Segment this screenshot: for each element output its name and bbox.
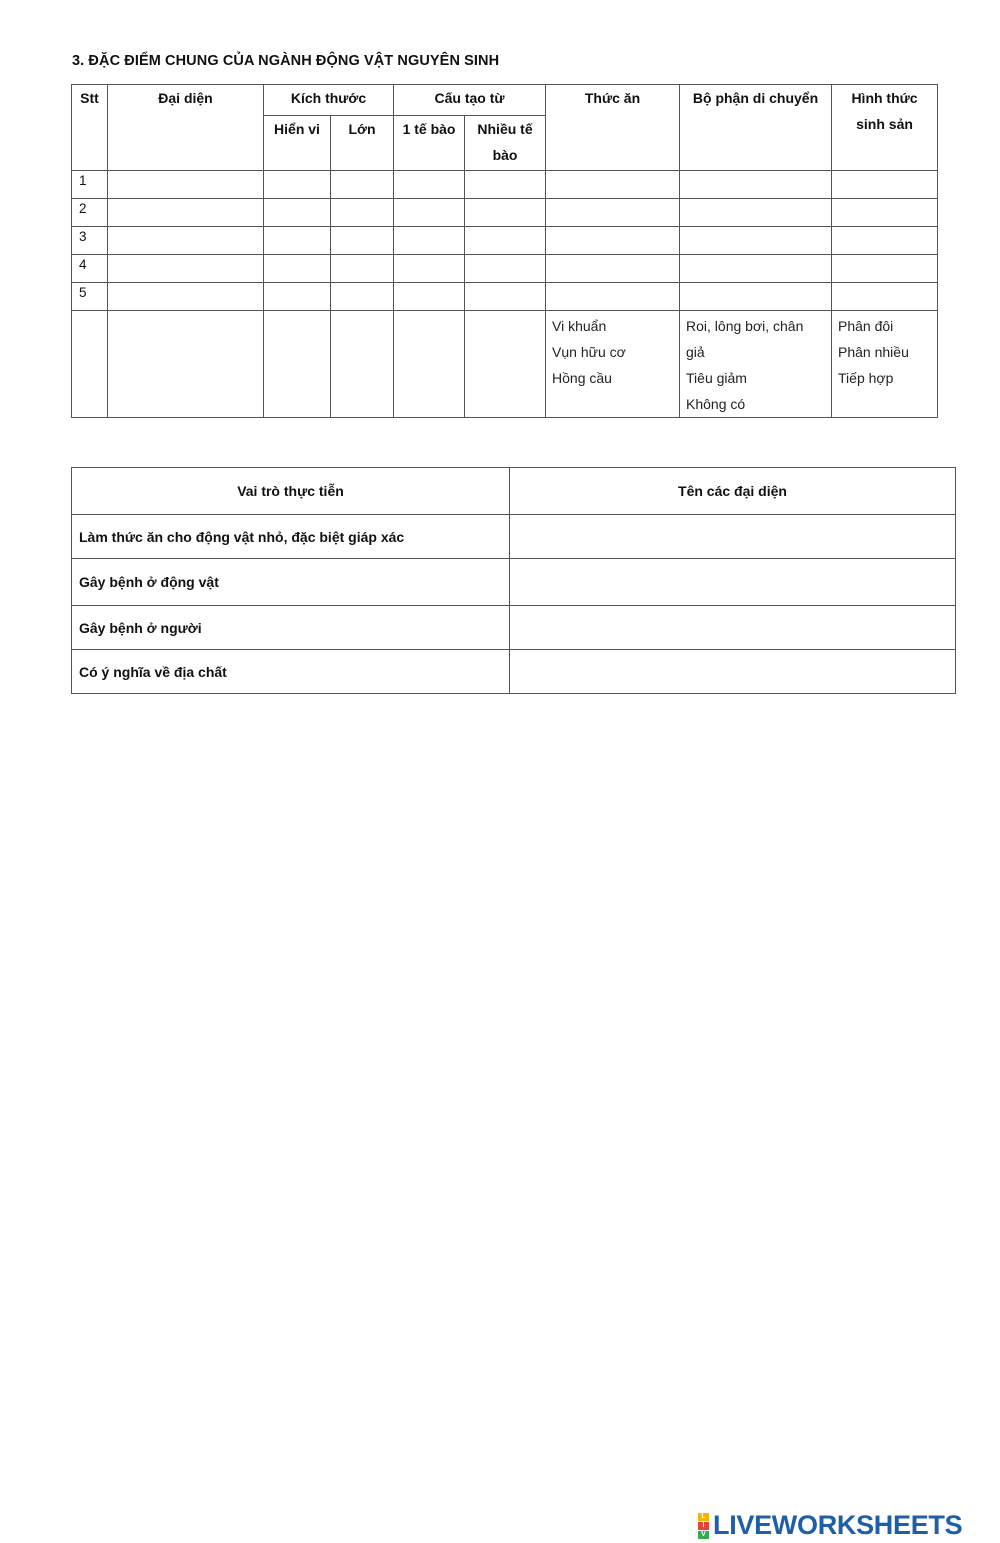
table-row [72, 199, 938, 227]
answer-cell[interactable] [680, 283, 832, 311]
answer-cell[interactable] [331, 227, 394, 255]
answer-cell[interactable] [108, 199, 264, 227]
header-hinh-thuc-sinh-san: Hình thức sinh sản [832, 85, 938, 171]
reproduction-options [832, 311, 938, 418]
answer-cell[interactable] [546, 199, 680, 227]
option-item[interactable]: Không có [686, 396, 746, 412]
header-ten-dai-dien: Tên các đại diện [510, 468, 956, 515]
characteristics-table [71, 84, 938, 418]
answer-cell[interactable] [546, 283, 680, 311]
answer-cell[interactable] [264, 255, 331, 283]
header-lon: Lớn [331, 116, 394, 171]
logo-text: LIVEWORKSHEETS [713, 1510, 963, 1540]
answer-cell[interactable] [832, 283, 938, 311]
header-cau-tao-tu: Cấu tạo từ [394, 85, 546, 116]
header-dai-dien: Đại diện [108, 85, 264, 171]
answer-cell[interactable] [832, 255, 938, 283]
option-item[interactable]: Vụn hữu cơ [552, 344, 626, 360]
answer-cell[interactable] [546, 255, 680, 283]
table-row [72, 559, 956, 606]
answer-cell[interactable] [465, 171, 546, 199]
answer-cell[interactable] [680, 199, 832, 227]
header-bo-phan-di-chuyen: Bộ phận di chuyển [680, 85, 832, 171]
answer-cell[interactable] [394, 199, 465, 227]
answer-cell[interactable] [510, 515, 956, 559]
answer-cell[interactable] [465, 283, 546, 311]
row-number: 1 [72, 171, 108, 199]
answer-cell[interactable] [832, 171, 938, 199]
answer-cell[interactable] [680, 227, 832, 255]
answer-cell[interactable] [108, 227, 264, 255]
option-item[interactable]: Tiêu giảm [686, 370, 747, 386]
answer-cell[interactable] [394, 255, 465, 283]
table-row [72, 650, 956, 694]
answer-cell[interactable] [331, 255, 394, 283]
answer-cell[interactable] [264, 227, 331, 255]
answer-cell[interactable] [510, 559, 956, 606]
answer-cell[interactable] [264, 199, 331, 227]
answer-cell[interactable] [832, 227, 938, 255]
answer-cell[interactable] [108, 255, 264, 283]
answer-cell[interactable] [680, 171, 832, 199]
table-row [72, 606, 956, 650]
liveworksheets-logo [698, 1510, 962, 1541]
option-item[interactable]: Phân đôi [838, 318, 894, 334]
logo-blocks-icon: L I V [698, 1513, 709, 1539]
table-row [72, 171, 938, 199]
table-row [72, 515, 956, 559]
role-label: Gây bệnh ở người [72, 606, 510, 650]
roles-table [71, 467, 956, 694]
header-mot-te-bao: 1 tế bào [394, 116, 465, 171]
answer-cell[interactable] [108, 171, 264, 199]
answer-cell[interactable] [394, 171, 465, 199]
answer-cell[interactable] [510, 650, 956, 694]
option-item[interactable]: Roi, lông bơi, chân [686, 318, 804, 334]
answer-cell[interactable] [264, 283, 331, 311]
answer-cell[interactable] [331, 171, 394, 199]
row-number: 4 [72, 255, 108, 283]
answer-cell[interactable] [465, 199, 546, 227]
option-item[interactable]: Phân nhiều [838, 344, 909, 360]
page-title: 3. ĐẶC ĐIỂM CHUNG CỦA NGÀNH ĐỘNG VẬT NGUYÊN SINH [72, 53, 500, 69]
row-number: 2 [72, 199, 108, 227]
answer-cell[interactable] [832, 199, 938, 227]
answer-cell[interactable] [465, 255, 546, 283]
table-row [72, 255, 938, 283]
food-options [546, 311, 680, 418]
movement-options [680, 311, 832, 418]
role-label: Có ý nghĩa về địa chất [72, 650, 510, 694]
option-item[interactable]: Hồng cầu [552, 370, 612, 386]
table-row [72, 227, 938, 255]
answer-cell[interactable] [465, 227, 546, 255]
header-hien-vi: Hiển vi [264, 116, 331, 171]
table-row [72, 283, 938, 311]
answer-cell[interactable] [680, 255, 832, 283]
header-kich-thuoc: Kích thước [264, 85, 394, 116]
option-item[interactable]: giả [686, 344, 705, 360]
header-stt: Stt [72, 85, 108, 171]
row-number: 3 [72, 227, 108, 255]
answer-cell[interactable] [331, 283, 394, 311]
header-vai-tro: Vai trò thực tiễn [72, 468, 510, 515]
answer-cell[interactable] [264, 171, 331, 199]
option-item[interactable]: Tiếp hợp [838, 370, 894, 386]
answer-cell[interactable] [546, 227, 680, 255]
answer-cell[interactable] [331, 199, 394, 227]
answer-cell[interactable] [394, 283, 465, 311]
role-label: Làm thức ăn cho động vật nhỏ, đặc biệt giáp xác [72, 515, 510, 559]
answer-cell[interactable] [546, 171, 680, 199]
option-item[interactable]: Vi khuẩn [552, 318, 607, 334]
answer-cell[interactable] [394, 227, 465, 255]
answer-cell[interactable] [510, 606, 956, 650]
options-row [72, 311, 938, 418]
header-nhieu-te-bao: Nhiều tế bào [465, 116, 546, 171]
header-thuc-an: Thức ăn [546, 85, 680, 171]
answer-cell[interactable] [108, 283, 264, 311]
row-number: 5 [72, 283, 108, 311]
role-label: Gây bệnh ở động vật [72, 559, 510, 606]
